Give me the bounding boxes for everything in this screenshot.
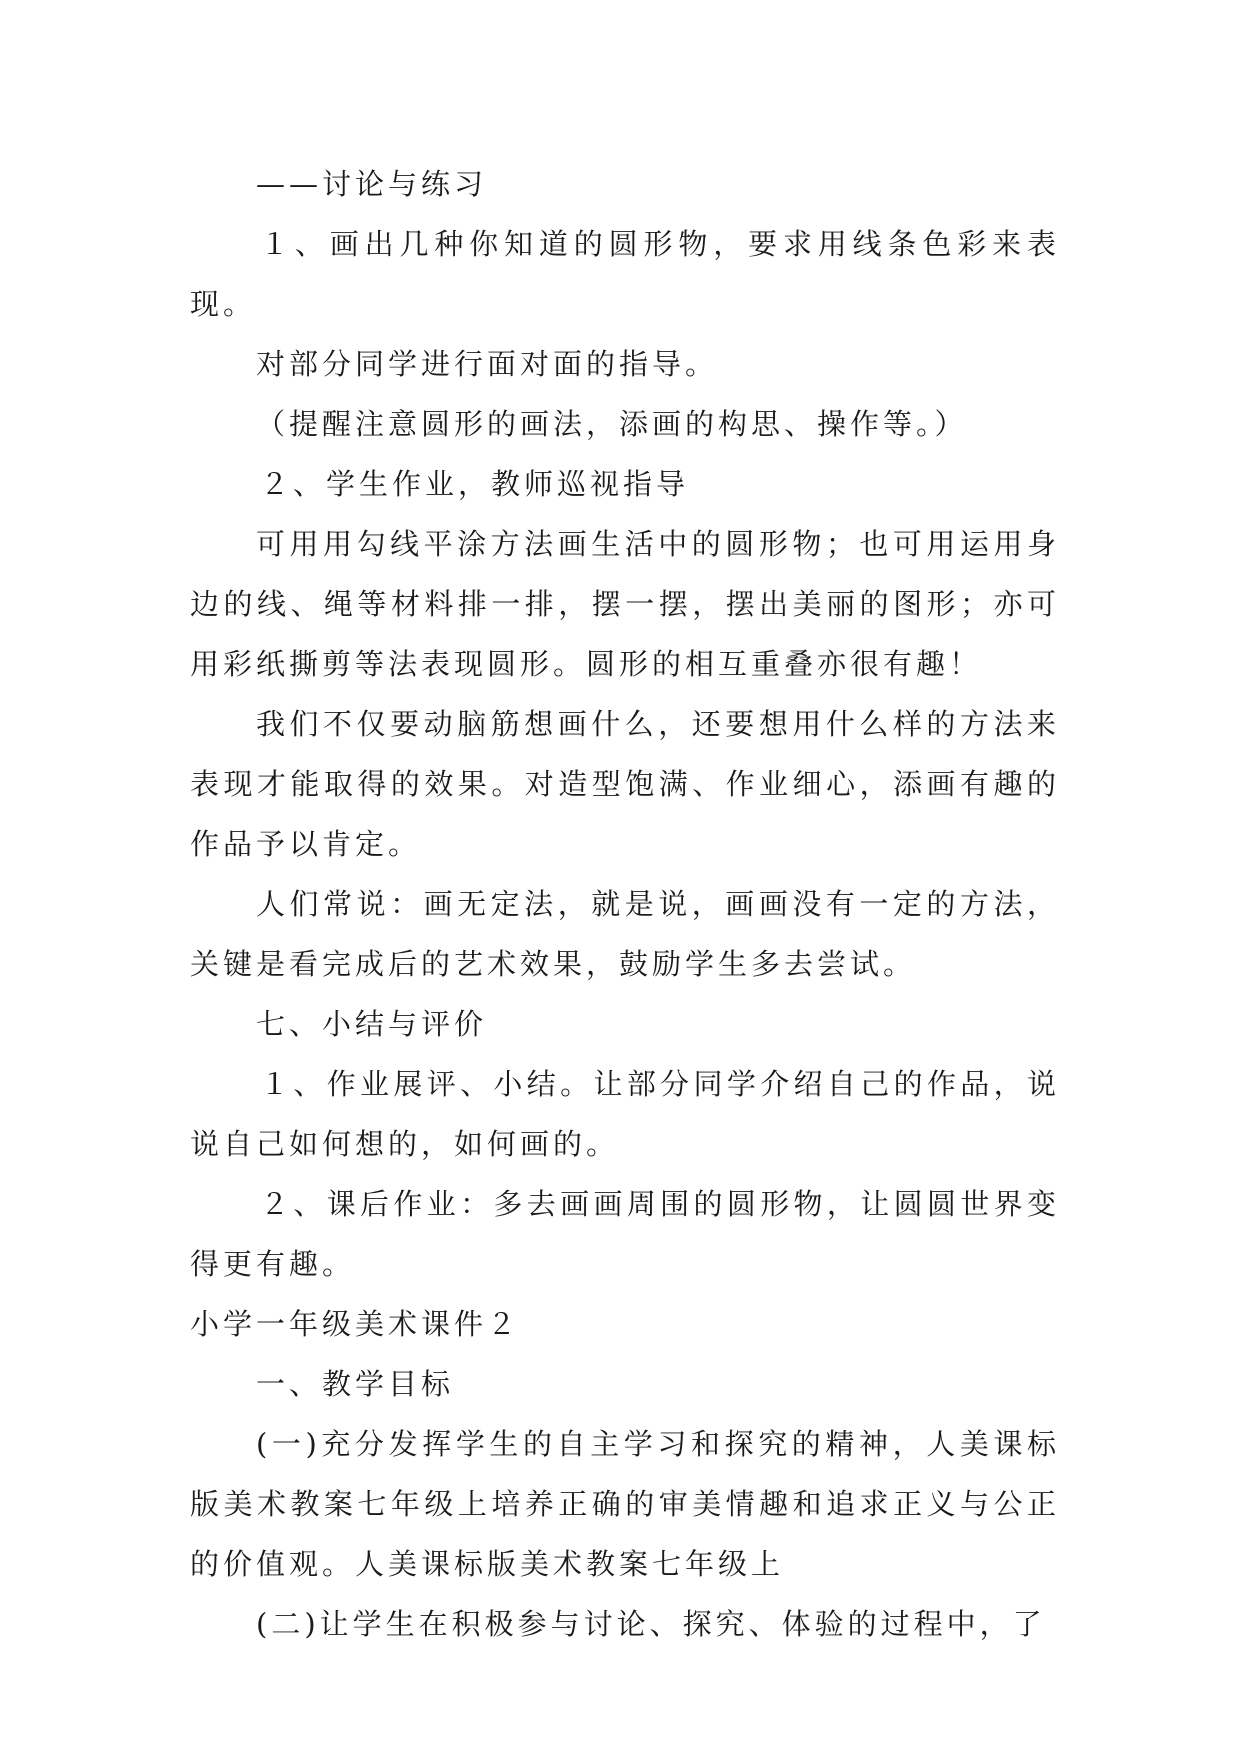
goal-1: (一)充分发挥学生的自主学习和探究的精神，人美课标版美术教案七年级上培养正确的审美情趣和追求正义与公正的价值观。人美课标版美术教案七年级上 [190,1427,1060,1581]
reminder-paragraph: （提醒注意圆形的画法，添画的构思、操作等。） [256,407,968,441]
section-7-heading: 七、小结与评价 [256,1007,488,1041]
document-body [190,154,1060,1654]
summary-1: １、作业展评、小结。让部分同学介绍自己的作品，说说自己如何想的，如何画的。 [190,1067,1060,1161]
discussion-heading: ——讨论与练习 [256,167,488,201]
thinking-paragraph: 我们不仅要动脑筋想画什么，还要想用什么样的方法来表现才能取得的效果。对造型饱满、作业细心，添画有趣的作品予以肯定。 [190,707,1060,861]
saying-paragraph: 人们常说：画无定法，就是说，画画没有一定的方法，关键是看完成后的艺术效果，鼓励学生多去尝试。 [190,887,1060,981]
methods-paragraph: 可用用勾线平涂方法画生活中的圆形物；也可用运用身边的线、绳等材料排一排，摆一摆，摆出美丽的图形；亦可用彩纸撕剪等法表现圆形。圆形的相互重叠亦很有趣！ [190,527,1060,681]
lesson-title-2: 小学一年级美术课件２ [190,1307,521,1341]
exercise-1: １、画出几种你知道的圆形物，要求用线条色彩来表现。 [190,227,1060,321]
summary-2: ２、课后作业：多去画画周围的圆形物，让圆圆世界变得更有趣。 [190,1187,1060,1281]
goal-2: (二)让学生在积极参与讨论、探究、体验的过程中，了 [256,1607,1046,1641]
section-1-heading: 一、教学目标 [256,1367,455,1401]
guidance-paragraph: 对部分同学进行面对面的指导。 [256,347,719,381]
exercise-2: ２、学生作业，教师巡视指导 [260,467,690,501]
